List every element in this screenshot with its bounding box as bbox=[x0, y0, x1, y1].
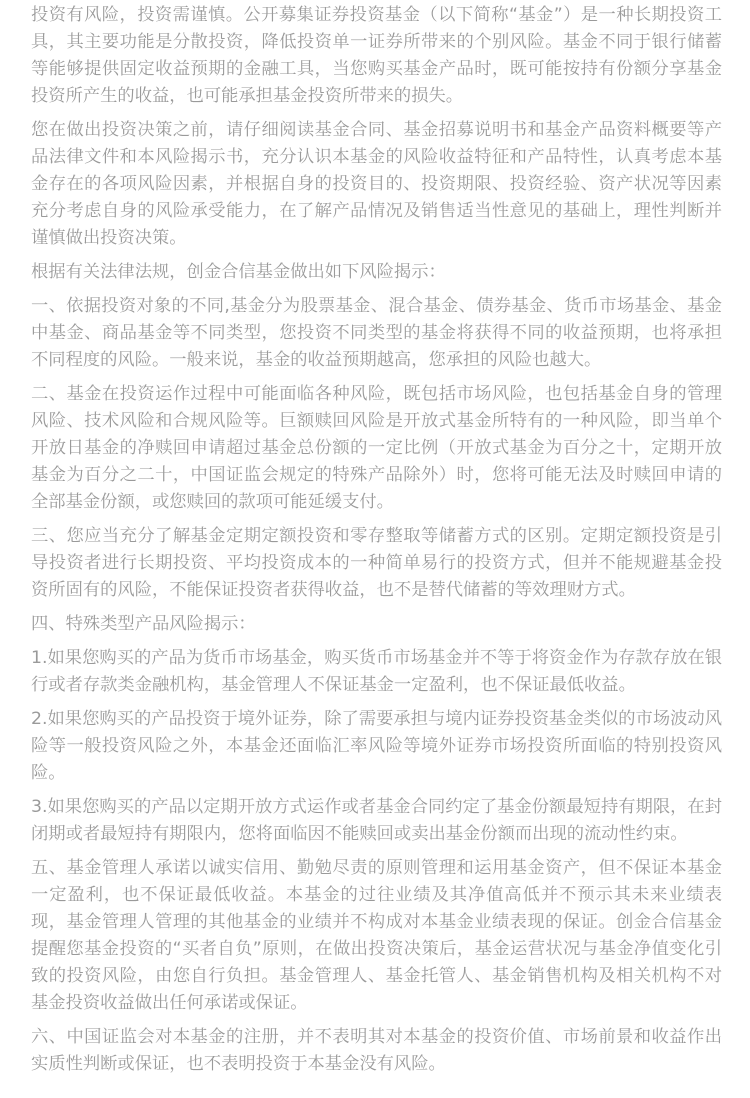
paragraph-section-4-heading: 四、特殊类型产品风险揭示： bbox=[31, 614, 256, 634]
paragraph-section-6: 六、中国证监会对本基金的注册，并不表明其对本基金的投资价值、市场前景和收益作出实质性判断或保证，也不表明投资于本基金没有风险。 bbox=[31, 1027, 722, 1074]
paragraph-section-1: 一、依据投资对象的不同,基金分为股票基金、混合基金、债券基金、货币市场基金、基金中基金、商品基金等不同类型，您投资不同类型的基金将获得不同的收益预期，也将承担不同程度的风险。一般来说，基金的收益预期越高，您承担的风险也越大。 bbox=[31, 296, 722, 370]
paragraph-section-2: 二、基金在投资运作过程中可能面临各种风险，既包括市场风险，也包括基金自身的管理风险、技术风险和合规风险等。巨额赎回风险是开放式基金所特有的一种风险，即当单个开放日基金的净赎回申请超过基金总份额的一定比例（开放式基金为百分之十，定期开放基金为百分之二十，中国证监会规定的特殊产品除外）时，您将可能无法及时赎回申请的全部基金份额，或您赎回的款项可能延缓支付。 bbox=[31, 384, 722, 512]
paragraph-disclosure-lead: 根据有关法律法规，创金合信基金做出如下风险揭示： bbox=[31, 262, 446, 282]
paragraph-section-4-item-1: 1.如果您购买的产品为货币市场基金，购买货币市场基金并不等于将资金作为存款存放在银行或者存款类金融机构，基金管理人不保证基金一定盈利，也不保证最低收益。 bbox=[31, 648, 722, 695]
paragraph-before-decision: 您在做出投资决策之前，请仔细阅读基金合同、基金招募说明书和基金产品资料概要等产品法律文件和本风险揭示书，充分认识本基金的风险收益特征和产品特性，认真考虑本基金存在的各项风险因素，并根据自身的投资目的、投资期限、投资经验、资产状况等因素充分考虑自身的风险承受能力，在了解产品情况及销售适当性意见的基础上，理性判断并谨慎做出投资决策。 bbox=[31, 120, 722, 248]
paragraph-intro: 投资有风险，投资需谨慎。公开募集证券投资基金（以下简称“基金”）是一种长期投资工具，其主要功能是分散投资，降低投资单一证券所带来的个别风险。基金不同于银行储蓄等能够提供固定收益预期的金融工具，当您购买基金产品时，既可能按持有份额分享基金投资所产生的收益，也可能承担基金投资所带来的损失。 bbox=[31, 5, 722, 106]
paragraph-section-5: 五、基金管理人承诺以诚实信用、勤勉尽责的原则管理和运用基金资产，但不保证本基金一定盈利，也不保证最低收益。本基金的过往业绩及其净值高低并不预示其未来业绩表现，基金管理人管理的其他基金的业绩并不构成对本基金业绩表现的保证。创金合信基金提醒您基金投资的“买者自负”原则，在做出投资决策后，基金运营状况与基金净值变化引致的投资风险，由您自行负担。基金管理人、基金托管人、基金销售机构及相关机构不对基金投资收益做出任何承诺或保证。 bbox=[31, 858, 722, 1013]
paragraph-section-4-item-2: 2.如果您购买的产品投资于境外证券，除了需要承担与境内证券投资基金类似的市场波动风险等一般投资风险之外，本基金还面临汇率风险等境外证券市场投资所面临的特别投资风险。 bbox=[31, 709, 722, 783]
paragraph-section-4-item-3: 3.如果您购买的产品以定期开放方式运作或者基金合同约定了基金份额最短持有期限，在封闭期或者最短持有期限内，您将面临因不能赎回或卖出基金份额而出现的流动性约束。 bbox=[31, 797, 722, 844]
paragraph-section-3: 三、您应当充分了解基金定期定额投资和零存整取等储蓄方式的区别。定期定额投资是引导投资者进行长期投资、平均投资成本的一种简单易行的投资方式，但并不能规避基金投资所固有的风险，不能保证投资者获得收益，也不是替代储蓄的等效理财方式。 bbox=[31, 526, 722, 600]
